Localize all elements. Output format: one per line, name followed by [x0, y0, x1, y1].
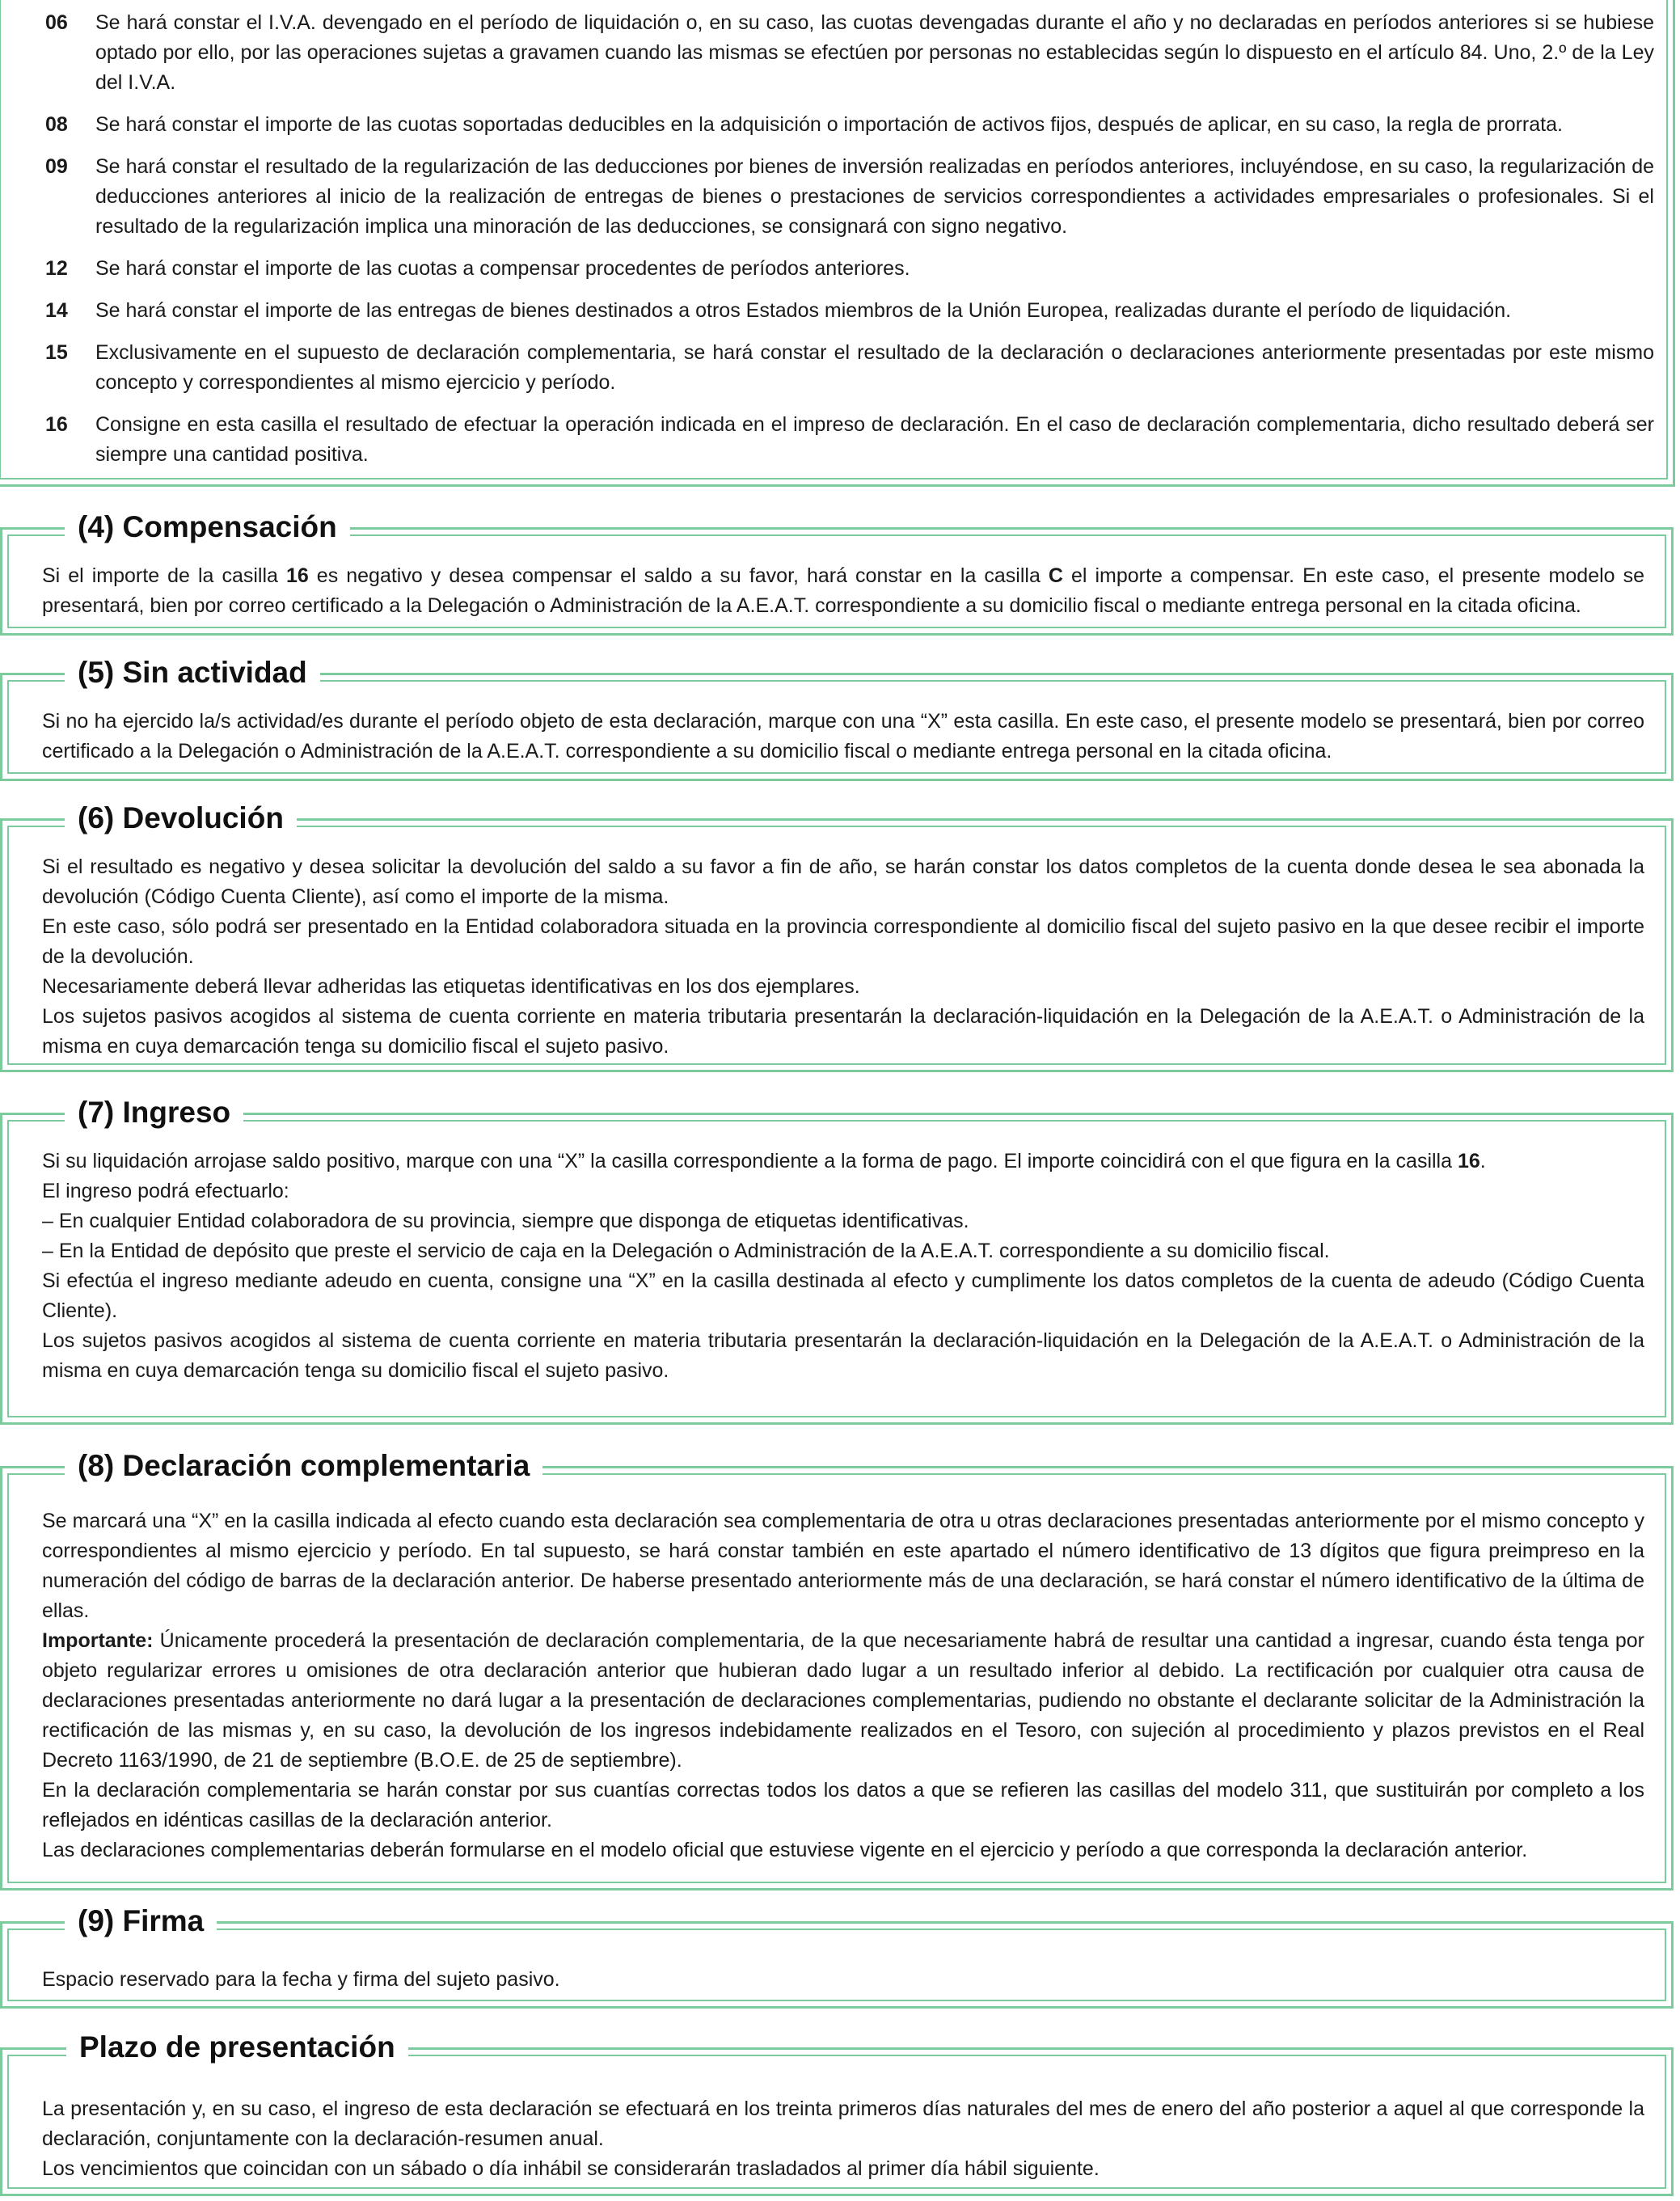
- section-title: (9) Firma: [78, 1904, 205, 1937]
- list-item: [45, 296, 1654, 326]
- important-label: Importante:: [42, 1629, 154, 1652]
- item-code: 06: [45, 11, 68, 34]
- body-text: Si el importe de la casilla: [42, 564, 286, 587]
- list-item: [45, 254, 1654, 284]
- section-sin-actividad: [0, 655, 1680, 781]
- item-code: 12: [45, 257, 68, 280]
- body-text: – En cualquier Entidad colaboradora de su provincia, siempre que disponga de etiquetas identificativas.: [42, 1210, 969, 1232]
- section-body: [42, 852, 1644, 1062]
- body-text: Espacio reservado para la fecha y firma del sujeto pasivo.: [42, 1968, 560, 1991]
- section-title: (8) Declaración complementaria: [78, 1449, 530, 1482]
- section-ingreso: [0, 1095, 1680, 1425]
- item-code: 16: [45, 413, 68, 436]
- body-text: Las declaraciones complementarias deberán formularse en el modelo oficial que estuviese vigente en el ejercicio y período a que corresponda la declaración anterior.: [42, 1839, 1528, 1861]
- item-text: Consigne en esta casilla el resultado de efectuar la operación indicada en el impreso de declaración. En el caso de declaración complementaria, dicho resultado deberá ser siempre una cantidad positiva.: [95, 413, 1654, 466]
- item-code: 15: [45, 341, 68, 364]
- item-text: Exclusivamente en el supuesto de declaración complementaria, se hará constar el resultado de la declaración o declaraciones anteriormente presentadas por este mismo concepto y correspondientes al mismo ejercicio y período.: [95, 341, 1654, 394]
- body-text: Necesariamente deberá llevar adheridas las etiquetas identificativas en los dos ejemplares.: [42, 975, 860, 998]
- body-text: .: [1479, 1150, 1486, 1172]
- item-text: Se hará constar el importe de las cuotas a compensar procedentes de períodos anteriores.: [95, 257, 910, 280]
- casilla-ref: 16: [285, 564, 309, 587]
- list-item: [45, 338, 1654, 398]
- section-body: [42, 2094, 1644, 2184]
- body-text: Si el resultado es negativo y desea solicitar la devolución del saldo a su favor a fin de año, se harán constar los datos completos de la cuenta donde desea le sea abonada la devolución (Código Cuenta Cliente), así como el importe de la misma.: [42, 855, 1644, 908]
- item-text: Se hará constar el importe de las entregas de bienes destinados a otros Estados miembros de la Unión Europea, realizadas durante el período de liquidación.: [95, 299, 1512, 322]
- body-text: Se marcará una “X” en la casilla indicada al efecto cuando esta declaración sea complementaria de otra u otras declaraciones presentadas anteriormente por el mismo concepto y correspondientes al mismo ejercicio y período. En tal supuesto, se hará constar también en este apartado el número identificativo de 13 dígitos que figura preimpreso en la numeración del código de barras de la declaración anterior. De haberse presentado anteriormente más de una declaración, se hará constar el número identificativo de la última de ellas.: [42, 1510, 1644, 1622]
- numbered-items-list: [45, 8, 1654, 482]
- casilla-ref: 16: [1457, 1150, 1480, 1172]
- section-devolucion: [0, 801, 1680, 1072]
- body-text: Si efectúa el ingreso mediante adeudo en cuenta, consigne una “X” en la casilla destinada al efecto y cumplimente los datos completos de la cuenta de adeudo (Código Cuenta Cliente).: [42, 1269, 1644, 1322]
- list-item: [45, 8, 1654, 98]
- body-text: Si su liquidación arrojase saldo positivo, marque con una “X” la casilla correspondiente a la forma de pago. El importe coincidirá con el que figura en la casilla: [42, 1150, 1458, 1172]
- section-title: (4) Compensación: [78, 510, 337, 543]
- body-text: Los sujetos pasivos acogidos al sistema de cuenta corriente en materia tributaria presentarán la declaración-liquidación en la Delegación de la A.E.A.T. o Administración de la misma en cuya demarcación tenga su domicilio fiscal el sujeto pasivo.: [42, 1005, 1644, 1058]
- section-declaracion-complementaria: [0, 1448, 1680, 1890]
- body-text: El ingreso podrá efectuarlo:: [42, 1180, 289, 1202]
- casilla-ref: C: [1048, 564, 1063, 587]
- section-body: [42, 707, 1644, 767]
- item-text: Se hará constar el I.V.A. devengado en el período de liquidación o, en su caso, las cuotas devengadas durante el año y no declaradas en períodos anteriores si se hubiese optado por ello, por las operaciones sujetas a gravamen cuando las mismas se efectúen por personas no establecidas según lo dispuesto en el artículo 84. Uno, 2.º de la Ley del I.V.A.: [95, 11, 1654, 94]
- body-text: Si no ha ejercido la/s actividad/es durante el período objeto de esta declaración, marque con una “X” esta casilla. En este caso, el presente modelo se presentará, bien por correo certificado a la Delegación o Administración de la A.E.A.T. correspondiente a su domicilio fiscal o mediante entrega personal en la citada oficina.: [42, 710, 1644, 763]
- item-code: 08: [45, 113, 68, 136]
- body-text: – En la Entidad de depósito que preste el servicio de caja en la Delegación o Administración de la A.E.A.T. correspondiente a su domicilio fiscal.: [42, 1240, 1330, 1262]
- body-text: Los sujetos pasivos acogidos al sistema de cuenta corriente en materia tributaria presentarán la declaración-liquidación en la Delegación de la A.E.A.T. o Administración de la misma en cuya demarcación tenga su domicilio fiscal el sujeto pasivo.: [42, 1329, 1644, 1382]
- section-body: [42, 561, 1644, 621]
- section-title: (7) Ingreso: [78, 1096, 231, 1129]
- section-plazo-presentacion: [0, 2030, 1680, 2196]
- body-text: La presentación y, en su caso, el ingreso de esta declaración se efectuará en los treinta primeros días naturales del mes de enero del año posterior a aquel al que corresponde la declaración, conjuntamente con la declaración-resumen anual.: [42, 2097, 1644, 2150]
- list-item: [45, 110, 1654, 140]
- body-text: En este caso, sólo podrá ser presentado en la Entidad colaboradora situada en la provincia correspondiente al domicilio fiscal del sujeto pasivo en la que desee recibir el importe de la devolución.: [42, 915, 1644, 968]
- body-text: el importe a compensar. En este caso, el presente modelo se presentará, bien por correo certificado a la Delegación o Administración de la A.E.A.T. correspondiente a su domicilio fiscal o mediante entrega personal en la citada oficina.: [42, 564, 1644, 617]
- body-text: Los vencimientos que coincidan con un sábado o día inhábil se considerarán trasladados al primer día hábil siguiente.: [42, 2157, 1100, 2180]
- section-compensacion: [0, 509, 1680, 636]
- item-text: Se hará constar el importe de las cuotas soportadas deducibles en la adquisición o importación de activos fijos, después de aplicar, en su caso, la regla de prorrata.: [95, 113, 1563, 136]
- section-title: (5) Sin actividad: [78, 656, 307, 689]
- section-body: [42, 1147, 1644, 1386]
- body-text: es negativo y desea compensar el saldo a su favor, hará constar en la casilla: [308, 564, 1049, 587]
- section-body: [42, 1965, 1644, 1995]
- body-text: En la declaración complementaria se harán constar por sus cuantías correctas todos los datos a que se refieren las casillas del modelo 311, que sustituirán por completo a los reflejados en idénticas casillas de la declaración anterior.: [42, 1779, 1644, 1831]
- list-item: [45, 410, 1654, 470]
- section-body: [42, 1506, 1644, 1865]
- item-code: 09: [45, 155, 68, 178]
- item-code: 14: [45, 299, 68, 322]
- section-title: Plazo de presentación: [79, 2030, 395, 2064]
- item-text: Se hará constar el resultado de la regularización de las deducciones por bienes de inversión realizadas en períodos anteriores, incluyéndose, en su caso, la regularización de deducciones anteriores al inicio de la realización de entregas de bienes o prestaciones de servicios correspondientes a actividades empresariales o profesionales. Si el resultado de la regularización implica una minoración de las deducciones, se consignará con signo negativo.: [95, 155, 1654, 238]
- section-title: (6) Devolución: [78, 801, 284, 834]
- list-item: [45, 152, 1654, 242]
- section-firma: [0, 1903, 1680, 2009]
- body-text: Únicamente procederá la presentación de declaración complementaria, de la que necesariamente habrá de resultar una cantidad a ingresar, cuando ésta tenga por objeto regularizar errores u omisiones de otra declaración anterior que hubieran dado lugar a un resultado inferior al debido. La rectificación por cualquier otra causa de declaraciones presentadas anteriormente no dará lugar a la presentación de declaraciones complementarias, pudiendo no obstante el declarante solicitar de la Administración la rectificación de las mismas y, en su caso, la devolución de los ingresos indebidamente realizados en el Tesoro, con sujeción al procedimiento y plazos previstos en el Real Decreto 1163/1990, de 21 de septiembre (B.O.E. de 25 de septiembre).: [42, 1629, 1644, 1772]
